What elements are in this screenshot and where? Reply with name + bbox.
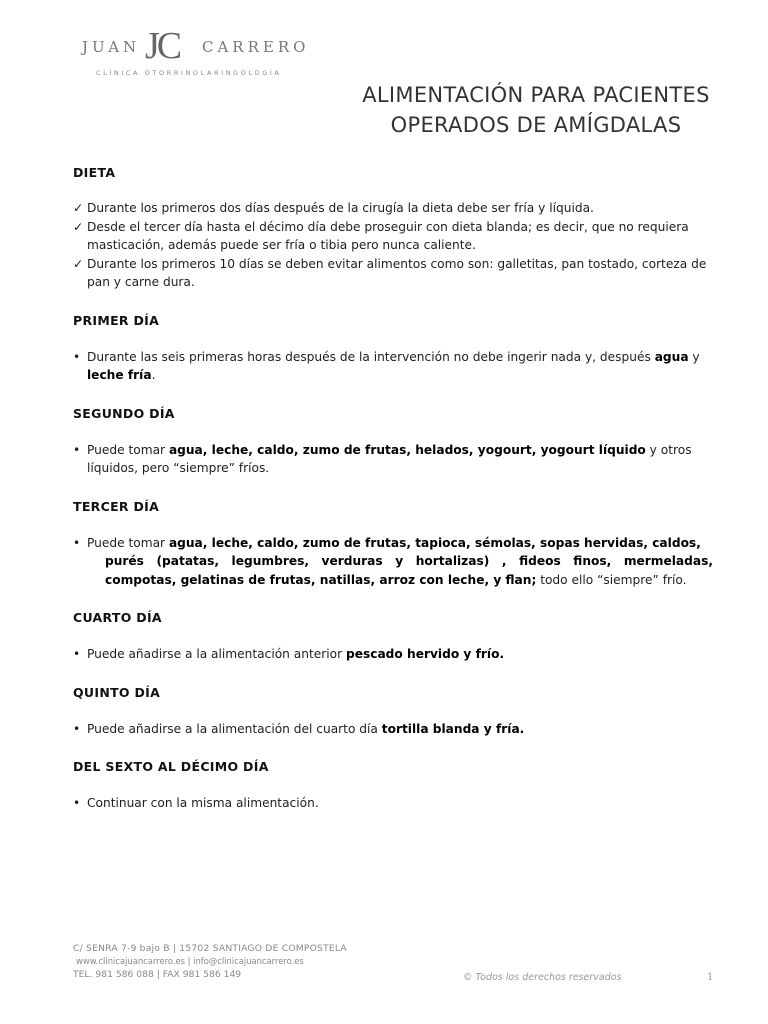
logo-monogram: JC — [145, 25, 180, 67]
bullet-icon: • — [73, 647, 81, 661]
list-item — [73, 255, 713, 292]
bullet-icon: • — [73, 535, 81, 550]
section — [73, 683, 713, 739]
item-text: Puede tomar — [87, 535, 169, 550]
bold-text: pescado hervido y frío. — [345, 647, 505, 661]
section-list — [73, 534, 713, 590]
section-list — [73, 441, 713, 478]
item-continuation — [87, 552, 713, 589]
bullet-icon: • — [73, 721, 81, 736]
section-list — [73, 720, 713, 739]
item-text: Durante los primeros dos días después de la cirugía la dieta debe ser fría y líquida. — [87, 201, 594, 215]
section-list — [73, 199, 713, 292]
logo-last-name: CARRERO — [202, 38, 310, 56]
section-heading: CUARTO DÍA — [73, 610, 162, 625]
page-footer — [73, 942, 723, 981]
bullet-icon: • — [73, 349, 81, 364]
list-item — [73, 794, 713, 813]
list-item — [73, 348, 713, 385]
section-list — [73, 794, 713, 813]
document-body — [73, 163, 713, 813]
list-item — [73, 199, 713, 218]
footer-phone: TEL. 981 586 088 | FAX 981 586 149 — [73, 969, 242, 980]
item-text: y — [688, 349, 700, 364]
list-item — [73, 218, 713, 255]
checkmark-icon: ✓ — [73, 219, 84, 234]
item-text: y otros líquidos, pero “siempre” fríos. — [87, 442, 692, 475]
bullet-icon: • — [73, 442, 81, 457]
item-text: Puede añadirse a la alimentación del cuarto día — [87, 721, 382, 736]
item-text: Durante los primeros 10 días se deben evitar alimentos como son: galletitas, pan tostado, corteza de pan y carne dura. — [87, 256, 707, 289]
section-list — [73, 348, 713, 385]
list-item — [73, 645, 713, 664]
bold-text: agua, leche, caldo, zumo de frutas, helados, yogourt, yogourt líquido — [168, 442, 646, 457]
title-line-1: ALIMENTACIÓN PARA PACIENTES — [362, 83, 710, 107]
section — [73, 404, 713, 478]
item-text: Continuar con la misma alimentación. — [87, 796, 319, 810]
clinic-logo — [80, 25, 320, 80]
item-text: . — [151, 368, 156, 382]
section — [73, 497, 713, 590]
section-heading: QUINTO DÍA — [73, 684, 161, 700]
section-heading: DEL SEXTO AL DÉCIMO DÍA — [73, 759, 269, 774]
checkmark-icon: ✓ — [73, 201, 84, 215]
bullet-icon: • — [73, 796, 81, 810]
list-item — [73, 720, 713, 739]
checkmark-icon: ✓ — [73, 256, 84, 271]
list-item — [73, 534, 713, 590]
page-number: 1 — [707, 972, 714, 983]
bold-text: purés (patatas, legumbres, verduras y hortalizas) , fideos finos, mermeladas, compotas, gelatinas de frutas, natillas, arroz con leche, y flan; — [105, 554, 713, 587]
document-title — [316, 80, 756, 140]
item-text: Durante las seis primeras horas después de la intervención no debe ingerir nada y, después — [87, 349, 655, 364]
footer-web: www.clinicajuancarrero.es | info@clinicajuancarrero.es — [76, 956, 304, 966]
item-text: Desde el tercer día hasta el décimo día debe proseguir con dieta blanda; es decir, que no requiera masticación, además puede ser fría o tibia pero nunca caliente. — [87, 219, 689, 252]
title-line-2: OPERADOS DE AMÍGDALAS — [390, 113, 682, 137]
section-heading: SEGUNDO DÍA — [73, 405, 175, 421]
section — [73, 163, 713, 292]
section-list — [73, 645, 713, 664]
section — [73, 608, 713, 664]
footer-address: C/ SENRA 7-9 bajo B | 15702 SANTIAGO DE COMPOSTELA — [73, 943, 347, 954]
section-heading: DIETA — [73, 165, 116, 180]
item-text: Puede añadirse a la alimentación anterior — [87, 647, 346, 661]
item-text: Puede tomar — [87, 442, 169, 457]
section — [73, 757, 713, 813]
bold-text: leche fría — [87, 368, 152, 382]
section-heading: PRIMER DÍA — [73, 312, 160, 328]
logo-first-name: JUAN — [82, 38, 141, 56]
list-item — [73, 441, 713, 478]
item-text: todo ello “siempre” frío. — [536, 572, 687, 587]
logo-subtitle: CLÍNICA OTORRINOLARINGOLOGÍA — [96, 69, 282, 77]
bold-text: tortilla blanda y fría. — [381, 721, 525, 736]
footer-copyright: © Todos los derechos reservados — [463, 972, 622, 983]
section — [73, 311, 713, 385]
bold-text: agua — [654, 349, 689, 364]
section-heading: TERCER DÍA — [73, 498, 160, 514]
bold-text: agua, leche, caldo, zumo de frutas, tapioca, sémolas, sopas hervidas, caldos, — [168, 535, 701, 550]
